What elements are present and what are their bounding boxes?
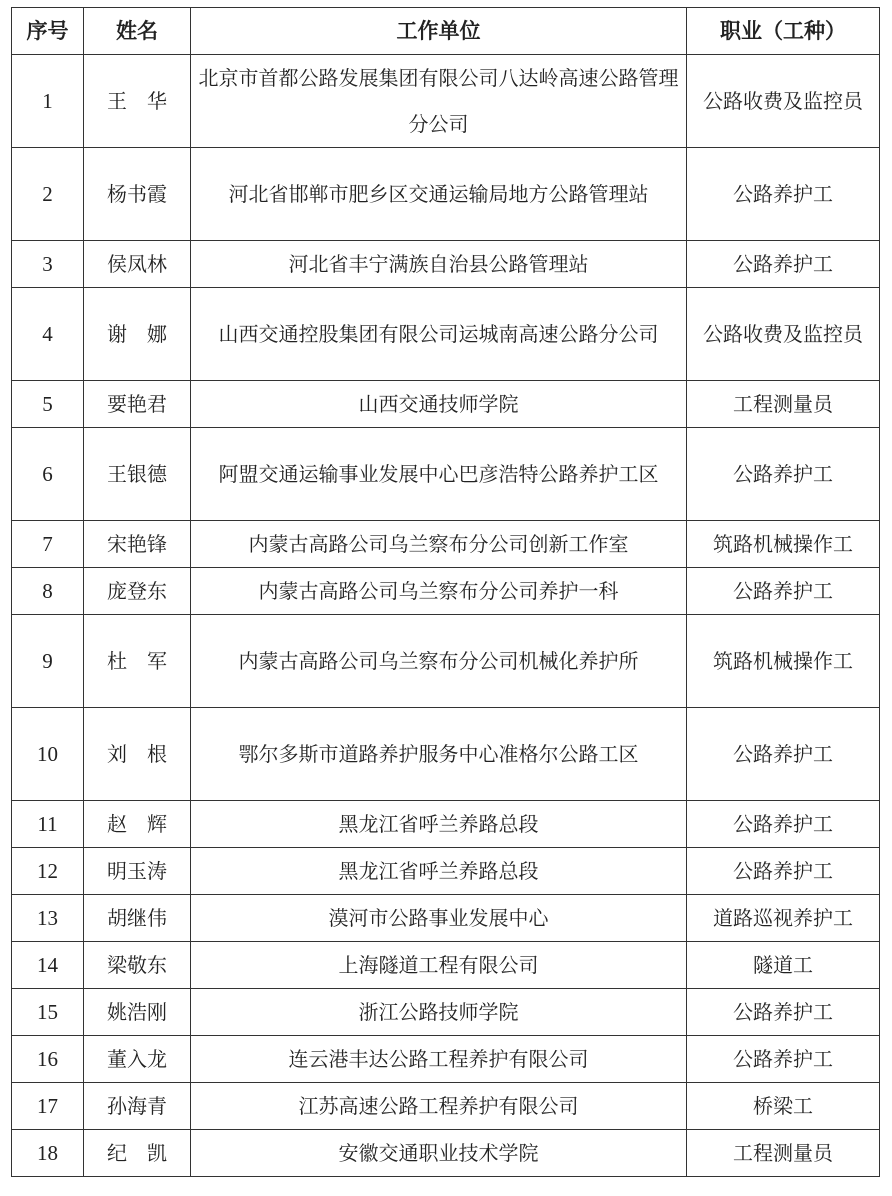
row-index: 11 <box>12 801 84 848</box>
header-unit: 工作单位 <box>191 8 687 55</box>
row-unit: 上海隧道工程有限公司 <box>191 942 687 989</box>
row-name: 梁敬东 <box>84 942 191 989</box>
row-name: 王银德 <box>84 428 191 521</box>
row-job: 公路养护工 <box>687 428 880 521</box>
table-row <box>12 428 880 521</box>
row-unit: 连云港丰达公路工程养护有限公司 <box>191 1036 687 1083</box>
row-unit: 阿盟交通运输事业发展中心巴彦浩特公路养护工区 <box>191 428 687 521</box>
row-job: 道路巡视养护工 <box>687 895 880 942</box>
table-row <box>12 288 880 381</box>
row-index: 1 <box>12 55 84 148</box>
table-row <box>12 521 880 568</box>
row-name: 王 华 <box>84 55 191 148</box>
row-name: 董入龙 <box>84 1036 191 1083</box>
row-job: 隧道工 <box>687 942 880 989</box>
header-row <box>12 8 880 55</box>
table-row <box>12 942 880 989</box>
row-index: 14 <box>12 942 84 989</box>
row-name: 孙海青 <box>84 1083 191 1130</box>
row-unit: 黑龙江省呼兰养路总段 <box>191 801 687 848</box>
row-unit: 漠河市公路事业发展中心 <box>191 895 687 942</box>
row-unit: 内蒙古高路公司乌兰察布分公司机械化养护所 <box>191 615 687 708</box>
row-name: 宋艳锋 <box>84 521 191 568</box>
row-unit: 河北省邯郸市肥乡区交通运输局地方公路管理站 <box>191 148 687 241</box>
row-unit: 山西交通控股集团有限公司运城南高速公路分公司 <box>191 288 687 381</box>
row-name: 庞登东 <box>84 568 191 615</box>
table-row <box>12 615 880 708</box>
row-job: 筑路机械操作工 <box>687 521 880 568</box>
row-job: 桥梁工 <box>687 1083 880 1130</box>
table-row <box>12 848 880 895</box>
row-name: 侯凤林 <box>84 241 191 288</box>
row-name: 赵 辉 <box>84 801 191 848</box>
row-index: 3 <box>12 241 84 288</box>
table-row <box>12 55 880 148</box>
table-row <box>12 708 880 801</box>
table-row <box>12 241 880 288</box>
row-unit: 江苏高速公路工程养护有限公司 <box>191 1083 687 1130</box>
table-row <box>12 568 880 615</box>
row-unit: 鄂尔多斯市道路养护服务中心准格尔公路工区 <box>191 708 687 801</box>
header-name: 姓名 <box>84 8 191 55</box>
row-unit: 内蒙古高路公司乌兰察布分公司养护一科 <box>191 568 687 615</box>
row-unit: 河北省丰宁满族自治县公路管理站 <box>191 241 687 288</box>
header-index: 序号 <box>12 8 84 55</box>
table-row <box>12 1130 880 1177</box>
row-name: 刘 根 <box>84 708 191 801</box>
row-index: 16 <box>12 1036 84 1083</box>
row-job: 公路收费及监控员 <box>687 288 880 381</box>
row-index: 4 <box>12 288 84 381</box>
row-job: 公路养护工 <box>687 1036 880 1083</box>
table-row <box>12 989 880 1036</box>
table-row <box>12 381 880 428</box>
row-index: 12 <box>12 848 84 895</box>
row-unit: 内蒙古高路公司乌兰察布分公司创新工作室 <box>191 521 687 568</box>
table-row <box>12 895 880 942</box>
row-index: 9 <box>12 615 84 708</box>
row-name: 谢 娜 <box>84 288 191 381</box>
row-job: 公路养护工 <box>687 848 880 895</box>
table-row <box>12 1083 880 1130</box>
row-unit: 浙江公路技师学院 <box>191 989 687 1036</box>
row-unit: 安徽交通职业技术学院 <box>191 1130 687 1177</box>
row-name: 要艳君 <box>84 381 191 428</box>
row-index: 13 <box>12 895 84 942</box>
row-job: 公路养护工 <box>687 241 880 288</box>
row-job: 公路养护工 <box>687 989 880 1036</box>
row-job: 工程测量员 <box>687 381 880 428</box>
row-name: 胡继伟 <box>84 895 191 942</box>
row-unit: 黑龙江省呼兰养路总段 <box>191 848 687 895</box>
row-name: 杨书霞 <box>84 148 191 241</box>
row-job: 公路养护工 <box>687 148 880 241</box>
row-name: 杜 军 <box>84 615 191 708</box>
row-unit: 山西交通技师学院 <box>191 381 687 428</box>
row-job: 筑路机械操作工 <box>687 615 880 708</box>
row-index: 17 <box>12 1083 84 1130</box>
row-index: 15 <box>12 989 84 1036</box>
row-name: 纪 凯 <box>84 1130 191 1177</box>
row-job: 公路养护工 <box>687 801 880 848</box>
row-index: 10 <box>12 708 84 801</box>
row-job: 工程测量员 <box>687 1130 880 1177</box>
row-name: 姚浩刚 <box>84 989 191 1036</box>
row-index: 18 <box>12 1130 84 1177</box>
row-unit: 北京市首都公路发展集团有限公司八达岭高速公路管理分公司 <box>191 55 687 148</box>
table-row <box>12 1036 880 1083</box>
table-row <box>12 148 880 241</box>
table-row <box>12 801 880 848</box>
row-index: 7 <box>12 521 84 568</box>
row-name: 明玉涛 <box>84 848 191 895</box>
row-index: 2 <box>12 148 84 241</box>
row-job: 公路收费及监控员 <box>687 55 880 148</box>
row-index: 6 <box>12 428 84 521</box>
row-index: 8 <box>12 568 84 615</box>
row-job: 公路养护工 <box>687 708 880 801</box>
row-index: 5 <box>12 381 84 428</box>
awardee-table <box>11 7 880 1177</box>
header-job: 职业（工种） <box>687 8 880 55</box>
row-job: 公路养护工 <box>687 568 880 615</box>
